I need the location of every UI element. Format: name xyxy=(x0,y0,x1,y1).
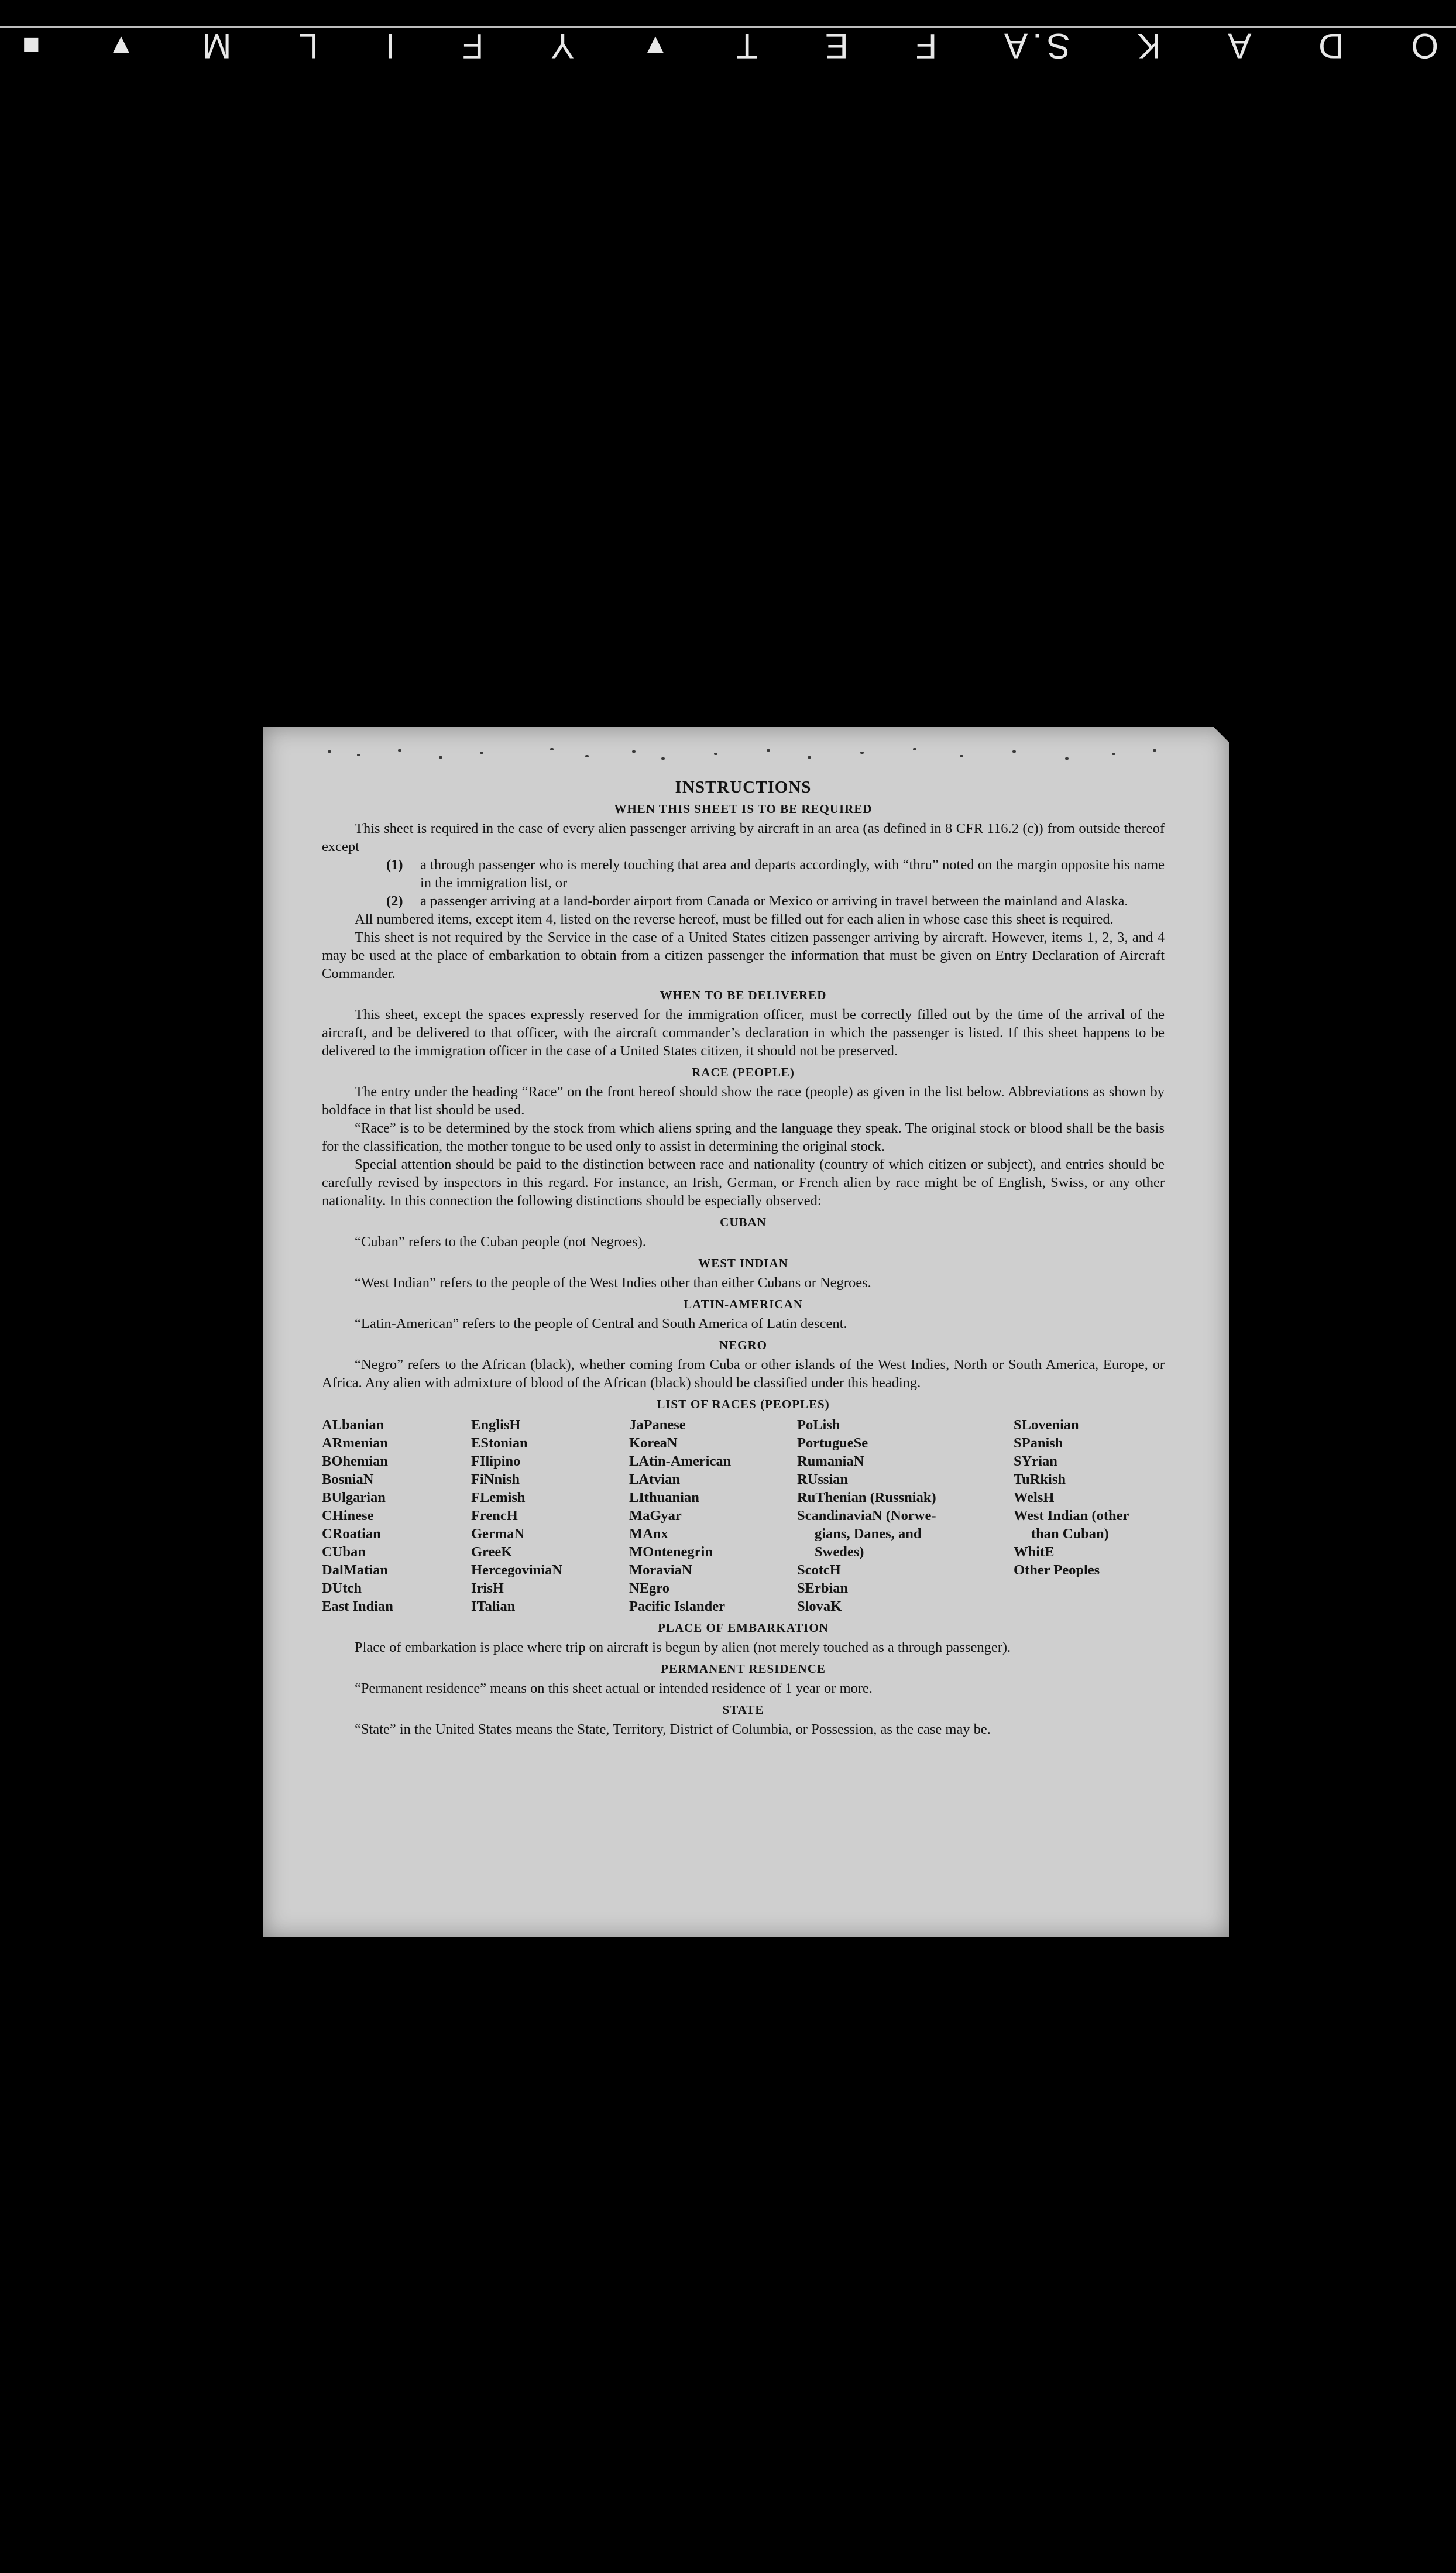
item-number: (2) xyxy=(386,893,403,909)
torn-corner xyxy=(1214,727,1229,742)
race-entry: FiNnish xyxy=(471,1471,520,1487)
paragraph: “State” in the United States means the State, Territory, District of Columbia, or Possession, as the case may be. xyxy=(355,1721,991,1737)
race-entry: PortugueSe xyxy=(797,1435,868,1451)
punch-marks xyxy=(304,746,1182,763)
film-letter: F xyxy=(911,26,938,66)
section-heading: STATE xyxy=(722,1703,764,1717)
paragraph: Special attention should be paid to the distinction between race and nationality (country of which citizen or subject), and entries should be carefully revised by inspectors in this regard. For instance, an Irish, German, or French alien by race might be of English, Swiss, or any other nationality. In this connection the following distinctions should be especially observed: xyxy=(322,1157,1165,1209)
film-letter: S.A xyxy=(1000,26,1070,66)
paragraph: “Permanent residence” means on this sheet actual or intended residence of 1 year or more. xyxy=(355,1680,873,1696)
race-entry: ITalian xyxy=(471,1598,516,1614)
section-heading: LIST OF RACES (PEOPLES) xyxy=(657,1397,830,1411)
races-column-1 xyxy=(322,1416,471,1615)
document-page xyxy=(263,727,1229,1937)
list-item xyxy=(386,856,1165,892)
race-entry: Other Peoples xyxy=(1014,1562,1100,1578)
races-column-4 xyxy=(797,1416,1014,1615)
race-entry: DUtch xyxy=(322,1580,362,1596)
section-heading: CUBAN xyxy=(720,1215,767,1229)
film-letter: T xyxy=(732,26,758,66)
paragraph: “West Indian” refers to the people of the West Indies other than either Cubans or Negroes. xyxy=(355,1275,871,1291)
item-text: a passenger arriving at a land-border airport from Canada or Mexico or arriving in travel between the mainland and Alaska. xyxy=(420,893,1128,909)
race-entry: RuThenian (Russniak) xyxy=(797,1490,936,1505)
film-letter: O xyxy=(1406,26,1438,66)
race-entry: DalMatian xyxy=(322,1562,388,1578)
races-column-5 xyxy=(1014,1416,1165,1615)
film-triangle-icon: ▼ xyxy=(102,30,135,62)
film-letter: K xyxy=(1132,26,1161,66)
section-heading: PERMANENT RESIDENCE xyxy=(661,1662,826,1676)
races-list xyxy=(322,1416,1165,1615)
race-entry: PoLish xyxy=(797,1417,840,1433)
race-entry: BOhemian xyxy=(322,1453,388,1469)
paragraph: “Negro” refers to the African (black), whether coming from Cuba or other islands of the West Indies, North or South America, Europe, or Africa. Any alien with admixture of blood of the African (black) should be classified under this heading. xyxy=(322,1357,1165,1391)
paragraph: This sheet is not required by the Service in the case of a United States citizen passenger arriving by aircraft. However, items 1, 2, 3, and 4 may be used at the place of embarkation to obtain from a citizen passenger the information that must be given on Entry Declaration of Aircraft Commander. xyxy=(322,929,1165,982)
film-letter: A xyxy=(1223,26,1252,66)
race-entry: FLemish xyxy=(471,1490,526,1505)
race-entry: GermaN xyxy=(471,1526,525,1542)
race-entry: FIlipino xyxy=(471,1453,521,1469)
race-entry: ARmenian xyxy=(322,1435,388,1451)
race-entry: LIthuanian xyxy=(629,1490,699,1505)
race-entry: ScandinaviaN (Norwe- xyxy=(797,1508,936,1524)
paragraph: “Latin-American” refers to the people of Central and South America of Latin descent. xyxy=(355,1316,847,1332)
paragraph: “Cuban” refers to the Cuban people (not Negroes). xyxy=(355,1234,646,1250)
race-entry: MaGyar xyxy=(629,1508,682,1524)
section-heading: NEGRO xyxy=(719,1338,767,1352)
races-column-3 xyxy=(629,1416,797,1615)
item-number: (1) xyxy=(386,857,403,873)
paragraph: The entry under the heading “Race” on the front hereof should show the race (people) as given in the list below. Abbreviations as shown by boldface in that list should be used. xyxy=(322,1084,1165,1118)
race-entry: IrisH xyxy=(471,1580,504,1596)
film-letter: F xyxy=(457,26,484,66)
races-column-2 xyxy=(471,1416,629,1615)
race-entry: gians, Danes, and xyxy=(815,1526,922,1542)
race-entry: SYrian xyxy=(1014,1453,1057,1469)
race-entry: WhitE xyxy=(1014,1544,1055,1560)
film-letter: I xyxy=(380,26,396,66)
list-item xyxy=(386,892,1165,910)
race-entry: BosniaN xyxy=(322,1471,374,1487)
film-edge-text xyxy=(0,26,1456,67)
section-heading: WHEN THIS SHEET IS TO BE REQUIRED xyxy=(614,802,873,816)
film-letter: L xyxy=(294,26,318,66)
race-entry: MoraviaN xyxy=(629,1562,692,1578)
paragraph: This sheet is required in the case of every alien passenger arriving by aircraft in an area (as defined in 8 CFR 116.2 (c)) from outside thereof except xyxy=(322,821,1165,855)
race-entry: JaPanese xyxy=(629,1417,686,1433)
race-entry: SlovaK xyxy=(797,1598,842,1614)
paragraph: This sheet, except the spaces expressly reserved for the immigration officer, must be correctly filled out by the time of the arrival of the aircraft, and be delivered to that officer, with the aircraft commander’s declaration in which the passenger is listed. If this sheet happens to be delivered to the immigration officer in the case of a United States citizen, it should not be preserved. xyxy=(322,1007,1165,1059)
race-entry: SErbian xyxy=(797,1580,849,1596)
film-letter: Y xyxy=(546,26,575,66)
race-entry: MAnx xyxy=(629,1526,668,1542)
race-entry: LAtin-American xyxy=(629,1453,732,1469)
race-entry: CRoatian xyxy=(322,1526,381,1542)
race-entry: GreeK xyxy=(471,1544,513,1560)
race-entry: Pacific Islander xyxy=(629,1598,725,1614)
film-letter: D xyxy=(1314,26,1344,66)
race-entry: TuRkish xyxy=(1014,1471,1066,1487)
section-heading: RACE (PEOPLE) xyxy=(692,1065,795,1079)
film-triangle-icon: ▼ xyxy=(637,30,669,62)
race-entry: LAtvian xyxy=(629,1471,681,1487)
race-entry: CUban xyxy=(322,1544,366,1560)
film-letter: E xyxy=(820,26,849,66)
race-entry: East Indian xyxy=(322,1598,393,1614)
section-heading: PLACE OF EMBARKATION xyxy=(658,1621,829,1635)
document-content xyxy=(322,778,1165,1738)
paragraph: Place of embarkation is place where trip on aircraft is begun by alien (not merely touched as a through passenger). xyxy=(355,1639,1011,1655)
race-entry: EStonian xyxy=(471,1435,528,1451)
race-entry: CHinese xyxy=(322,1508,374,1524)
race-entry: NEgro xyxy=(629,1580,669,1596)
section-heading: WHEN TO BE DELIVERED xyxy=(660,988,827,1002)
document-title: INSTRUCTIONS xyxy=(675,778,812,797)
race-entry: MOntenegrin xyxy=(629,1544,713,1560)
race-entry: Swedes) xyxy=(815,1544,864,1560)
race-entry: ScotcH xyxy=(797,1562,841,1578)
paragraph: “Race” is to be determined by the stock from which aliens spring and the language they speak. The original stock or blood shall be the basis for the classification, the mother tongue to be used only to assist in determining the original stock. xyxy=(322,1120,1165,1154)
race-entry: SLovenian xyxy=(1014,1417,1079,1433)
race-entry: than Cuban) xyxy=(1031,1526,1109,1542)
race-entry: RumaniaN xyxy=(797,1453,864,1469)
race-entry: HercegoviniaN xyxy=(471,1562,563,1578)
race-entry: FrencH xyxy=(471,1508,518,1524)
section-heading: WEST INDIAN xyxy=(698,1256,788,1270)
race-entry: WelsH xyxy=(1014,1490,1055,1505)
race-entry: ALbanian xyxy=(322,1417,384,1433)
race-entry: SPanish xyxy=(1014,1435,1063,1451)
film-letter: M xyxy=(197,26,232,66)
race-entry: West Indian (other xyxy=(1014,1508,1129,1524)
race-entry: BUlgarian xyxy=(322,1490,386,1505)
film-square-icon: ■ xyxy=(18,30,40,63)
section-heading: LATIN-AMERICAN xyxy=(684,1297,803,1311)
film-edge xyxy=(0,0,1456,64)
race-entry: KoreaN xyxy=(629,1435,678,1451)
item-text: a through passenger who is merely touching that area and departs accordingly, with “thru” noted on the margin opposite his name in the immigration list, or xyxy=(420,857,1165,891)
race-entry: RUssian xyxy=(797,1471,849,1487)
paragraph: All numbered items, except item 4, listed on the reverse hereof, must be filled out for each alien in whose case this sheet is required. xyxy=(355,911,1114,927)
race-entry: EnglisH xyxy=(471,1417,521,1433)
